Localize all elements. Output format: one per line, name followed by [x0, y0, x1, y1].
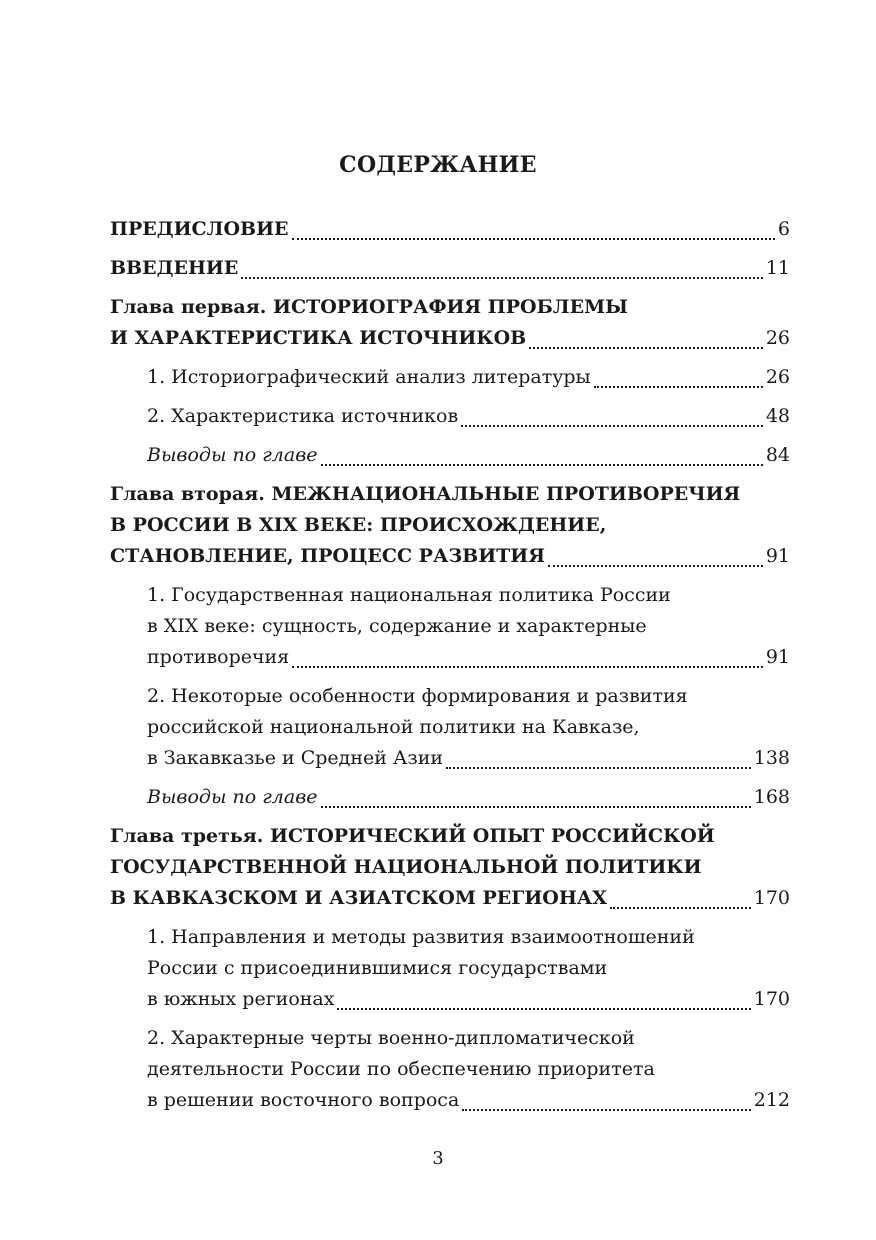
dot-leader	[462, 1109, 750, 1111]
toc-entry	[147, 580, 790, 673]
toc-page-number: 138	[753, 747, 790, 769]
dot-leader	[292, 238, 775, 240]
toc-entry	[147, 401, 790, 432]
toc-entry-line: В КАВКАЗСКОМ И АЗИАТСКОМ РЕГИОНАХ	[110, 887, 608, 909]
dot-leader	[292, 666, 763, 668]
toc-page-number: 11	[765, 257, 790, 279]
toc-entry-line: Глава вторая. МЕЖНАЦИОНАЛЬНЫЕ ПРОТИВОРЕЧИЯ	[110, 483, 741, 505]
toc-entry-line: В РОССИИ В XIX ВЕКЕ: ПРОИСХОЖДЕНИЕ,	[110, 514, 607, 536]
toc-entry	[147, 440, 790, 471]
toc-entry-line: в решении восточного вопроса	[147, 1089, 460, 1111]
toc-entry-line: Глава третья. ИСТОРИЧЕСКИЙ ОПЫТ РОССИЙСКОЙ	[110, 825, 715, 847]
toc-entry-line: 1. Историографический анализ литературы	[147, 366, 591, 388]
toc-entry	[110, 479, 790, 572]
dot-leader	[594, 386, 763, 388]
toc-entry-line: в южных регионах	[147, 988, 335, 1010]
toc-page-number: 91	[765, 545, 790, 567]
dot-leader	[321, 464, 763, 466]
toc-page-number: 212	[753, 1089, 790, 1111]
toc-entry-line: 2. Характерные черты военно-дипломатической	[147, 1027, 635, 1049]
toc-entry-line: ГОСУДАРСТВЕННОЙ НАЦИОНАЛЬНОЙ ПОЛИТИКИ	[110, 856, 702, 878]
page-number: 3	[432, 1148, 444, 1169]
toc-entry-line: противоречия	[147, 646, 290, 668]
toc-page-number: 170	[753, 988, 790, 1010]
toc-page-number: 26	[765, 366, 790, 388]
dot-leader	[461, 425, 763, 427]
toc-entry-line: Выводы по главе	[147, 444, 318, 466]
toc-entry	[147, 681, 790, 774]
toc-entry-line: 2. Некоторые особенности формирования и развития	[147, 685, 688, 707]
toc-page-number: 26	[765, 327, 790, 349]
toc-entry-line: Выводы по главе	[147, 786, 318, 808]
toc-entry-line: СТАНОВЛЕНИЕ, ПРОЦЕСС РАЗВИТИЯ	[110, 545, 545, 567]
toc-entry-line: ПРЕДИСЛОВИЕ	[110, 218, 289, 240]
toc-entry-line: Глава первая. ИСТОРИОГРАФИЯ ПРОБЛЕМЫ	[110, 296, 628, 318]
toc-page-number: 6	[777, 218, 790, 240]
toc-entry	[147, 362, 790, 393]
toc-entry-line: деятельности России по обеспечению приоритета	[147, 1058, 655, 1080]
toc-page-number: 84	[765, 444, 790, 466]
toc-entry	[147, 922, 790, 1015]
toc-entry	[110, 214, 790, 245]
dot-leader	[321, 806, 751, 808]
toc-entry-line: ВВЕДЕНИЕ	[110, 257, 239, 279]
toc-page-number: 48	[765, 405, 790, 427]
toc-entry	[110, 253, 790, 284]
toc-entry	[147, 1023, 790, 1116]
table-of-contents	[110, 214, 790, 1124]
dot-leader	[337, 1008, 750, 1010]
dot-leader	[548, 565, 763, 567]
toc-entry-line: России с присоединившимися государствами	[147, 957, 608, 979]
toc-entry	[110, 292, 790, 354]
toc-entry-line: 1. Государственная национальная политика России	[147, 584, 671, 606]
dot-leader	[610, 907, 751, 909]
dot-leader	[446, 767, 751, 769]
page-title: СОДЕРЖАНИЕ	[339, 152, 537, 178]
toc-page-number: 168	[753, 786, 790, 808]
dot-leader	[241, 277, 762, 279]
toc-entry-line: 2. Характеристика источников	[147, 405, 459, 427]
dot-leader	[529, 347, 763, 349]
toc-entry-line: И ХАРАКТЕРИСТИКА ИСТОЧНИКОВ	[110, 327, 527, 349]
toc-entry	[110, 821, 790, 914]
toc-entry-line: российской национальной политики на Кавказе,	[147, 716, 640, 738]
toc-page-number: 91	[765, 646, 790, 668]
toc-entry-line: в Закавказье и Средней Азии	[147, 747, 444, 769]
toc-page-number: 170	[753, 887, 790, 909]
toc-entry-line: в XIX веке: сущность, содержание и характерные	[147, 615, 647, 637]
toc-entry-line: 1. Направления и методы развития взаимоотношений	[147, 926, 695, 948]
toc-entry	[147, 782, 790, 813]
